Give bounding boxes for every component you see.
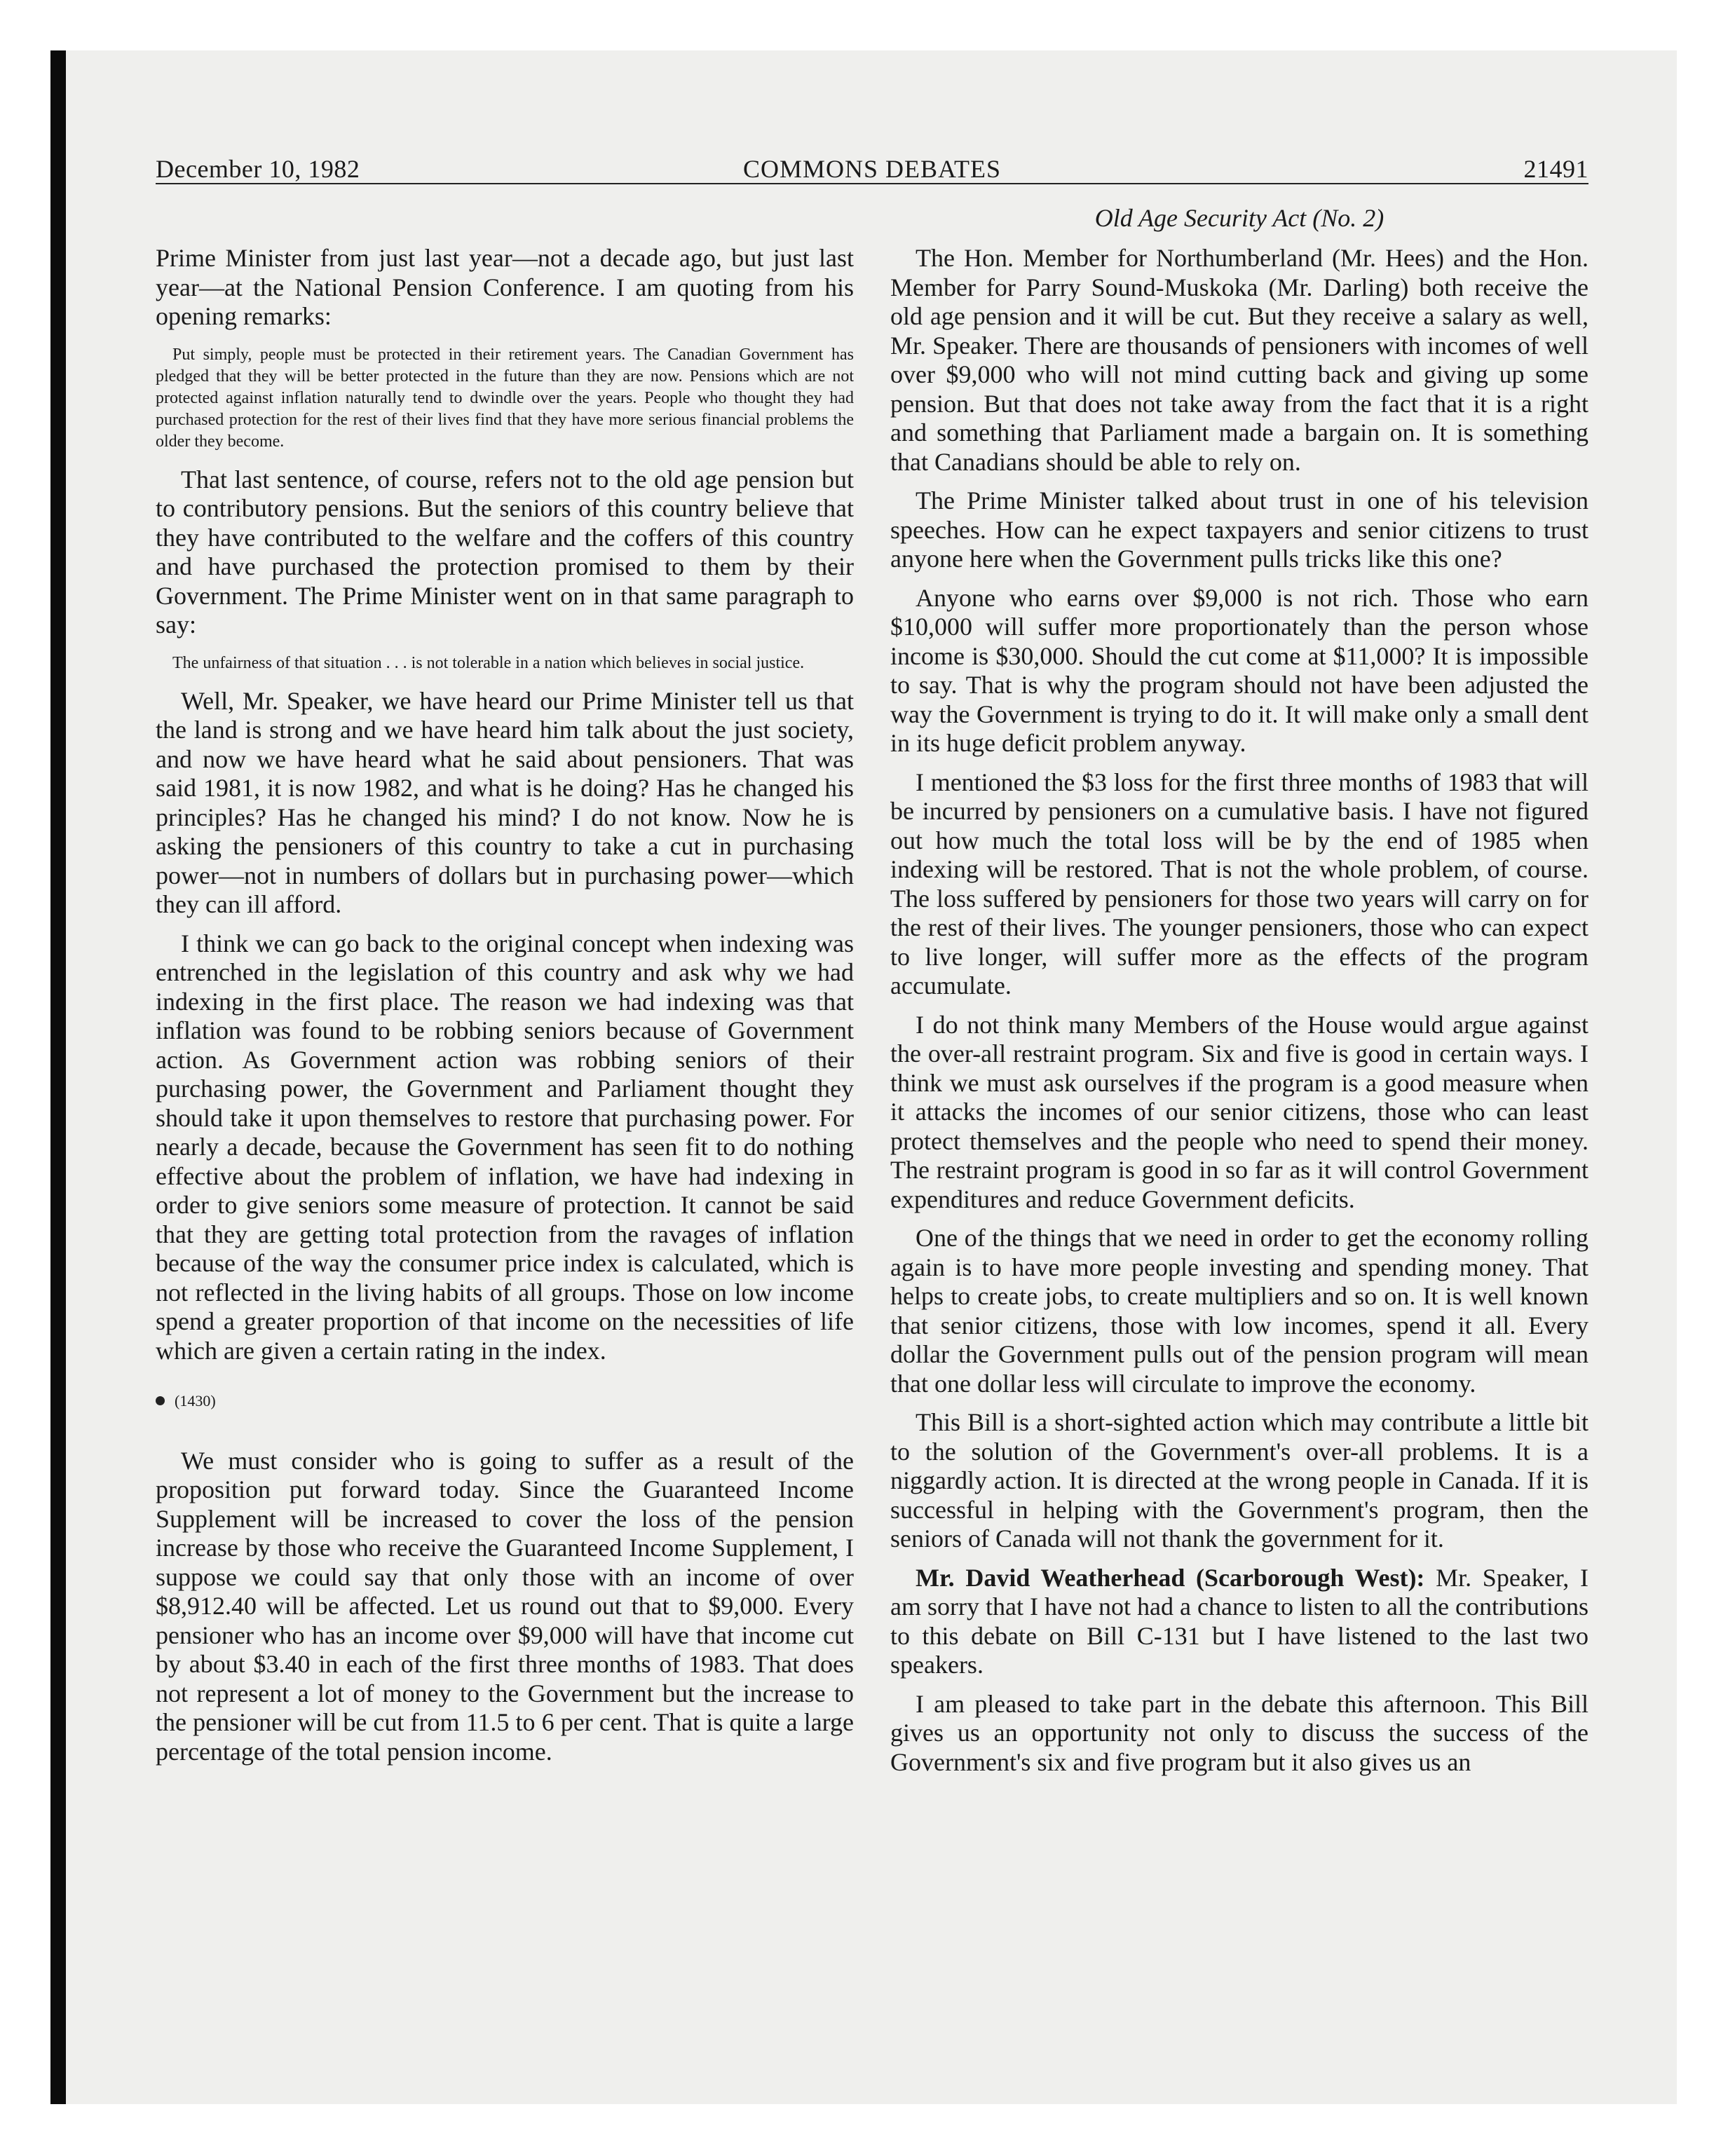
paragraph: Well, Mr. Speaker, we have heard our Prime Minister tell us that the land is strong and we have heard him talk about the just society, and now we have heard what he said about pensioners. That was said 1981, it is now 1982, and what is he doing? Has he changed his principles? Has he changed his mind? I do not know. Now he is asking the pensioners of this country to take a cut in purchasing power—not in numbers of dollars but in purchasing power—which they can ill afford. <box>156 686 854 918</box>
paragraph: The Hon. Member for Northumberland (Mr. Hees) and the Hon. Member for Parry Sound-Muskoka (Mr. Darling) both receive the old age pension and it will be cut. But they receive a salary as well, Mr. Speaker. There are thousands of pensioners with incomes of well over $9,000 who will not mind cutting back and giving up some pension. But that does not take away from the fact that it is a right and something that Parliament made a bargain on. It is something that Canadians should be able to rely on. <box>890 244 1588 476</box>
paragraph: One of the things that we need in order to get the economy rolling again is to have more people investing and spending money. That helps to create jobs, to create multipliers and so on. It is well known that senior citizens, those with low incomes, spend it all. Every dollar the Government pulls out of the pension program will mean that one dollar less will circulate to improve the economy. <box>890 1224 1588 1398</box>
paragraph: This Bill is a short-sighted action which may contribute a little bit to the solution of the Government's over-all problems. It is a niggardly action. It is directed at the wrong people in Canada. If it is successful in helping with the Government's program, then the seniors of Canada will not thank the government for it. <box>890 1408 1588 1553</box>
paragraph: Prime Minister from just last year—not a decade ago, but just last year—at the National Pension Conference. I am quoting from his opening remarks: <box>156 244 854 330</box>
right-column <box>890 244 1588 1787</box>
paragraph: That last sentence, of course, refers not to the old age pension but to contributory pensions. But the seniors of this country believe that they have contributed to the welfare and the coffers of this country and have purchased the protection promised to them by their Government. The Prime Minister went on in that same paragraph to say: <box>156 465 854 639</box>
speaker-text: Mr. Speaker, I am sorry that I have not had a chance to listen to all the contributions to this debate on Bill C-131 but I have listened to the last two speakers. <box>890 1563 1588 1679</box>
header-page-number: 21491 <box>1523 155 1588 183</box>
paragraph: The Prime Minister talked about trust in one of his television speeches. How can he expect taxpayers and senior citizens to trust anyone here when the Government pulls tricks like this one? <box>890 486 1588 573</box>
speaker-paragraph <box>890 1564 1588 1680</box>
header-date: December 10, 1982 <box>156 155 360 183</box>
binding-edge <box>50 50 66 2104</box>
header-title: COMMONS DEBATES <box>742 155 1002 183</box>
block-quote: Put simply, people must be protected in their retirement years. The Canadian Government has pledged that they will be better protected in the future than they are now. Pensions which are not protected against inflation naturally tend to dwindle over the years. People who thought they had purchased protection for the rest of their lives find that they have more serious financial problems the older they become. <box>156 345 854 451</box>
paragraph: We must consider who is going to suffer as a result of the proposition put forward today. Since the Guaranteed Income Supplement will be increased to cover the loss of the pension increase by those who receive the Guaranteed Income Supplement, I suppose we could say that only those with an income of over $8,912.40 will be affected. Let us round out that to $9,000. Every pensioner who has an income over $9,000 will have that income cut by about $3.40 in each of the first three months of 1983. That does not represent a lot of money to the Government but the increase to the pensioner will be cut from 11.5 to 6 per cent. That is quite a large percentage of the total pension income. <box>156 1446 854 1766</box>
time-marker-label: (1430) <box>175 1392 216 1410</box>
paragraph: Anyone who earns over $9,000 is not rich. Those who earn $10,000 will suffer more proportionately than the person whose income is $30,000. Should the cut come at $11,000? It is impossible to say. That is why the program should not have been adjusted the way the Government is trying to do it. It will make only a small dent in its huge deficit problem anyway. <box>890 583 1588 757</box>
header-rule <box>156 183 1588 184</box>
time-marker <box>156 1386 854 1416</box>
running-head: Old Age Security Act (No. 2) <box>1094 204 1384 232</box>
speaker-name: Mr. David Weatherhead (Scarborough West): <box>916 1563 1425 1592</box>
block-quote: The unfairness of that situation . . . is not tolerable in a nation which believes in social justice. <box>172 653 805 672</box>
left-column <box>156 244 854 1776</box>
paragraph: I do not think many Members of the House would argue against the over-all restraint program. Six and five is good in certain ways. I think we must ask ourselves if the program is a good measure when it attacks the incomes of our senior citizens, those who can least protect themselves and the people who need to spend their money. The restraint program is good in so far as it will control Government expenditures and reduce Government deficits. <box>890 1010 1588 1213</box>
paragraph: I think we can go back to the original concept when indexing was entrenched in the legislation of this country and ask why we had indexing in the first place. The reason we had indexing was that inflation was found to be robbing seniors because of Government action. As Government action was robbing seniors of their purchasing power, the Government and Parliament thought they should take it upon themselves to restore that purchasing power. For nearly a decade, because the Government has seen fit to do nothing effective about the problem of inflation, we have had indexing in order to give seniors some measure of protection. It cannot be said that they are getting total protection from the ravages of inflation because of the way the consumer price index is calculated, which is not reflected in the living habits of all groups. Those on low income spend a greater proportion of that income on the necessities of life which are given a certain rating in the index. <box>156 929 854 1365</box>
paragraph: I am pleased to take part in the debate this afternoon. This Bill gives us an opportunity not only to discuss the success of the Government's six and five program but it also gives us an <box>890 1689 1588 1776</box>
bullet-icon <box>156 1396 165 1405</box>
paragraph: I mentioned the $3 loss for the first three months of 1983 that will be incurred by pensioners on a cumulative basis. I have not figured out how much the total loss will be by the end of 1985 when indexing will be restored. That is not the whole problem, of course. The loss suffered by pensioners for those two years will carry on for the rest of their lives. The younger pensioners, those who can expect to live longer, will suffer more as the effects of the program accumulate. <box>890 767 1588 999</box>
